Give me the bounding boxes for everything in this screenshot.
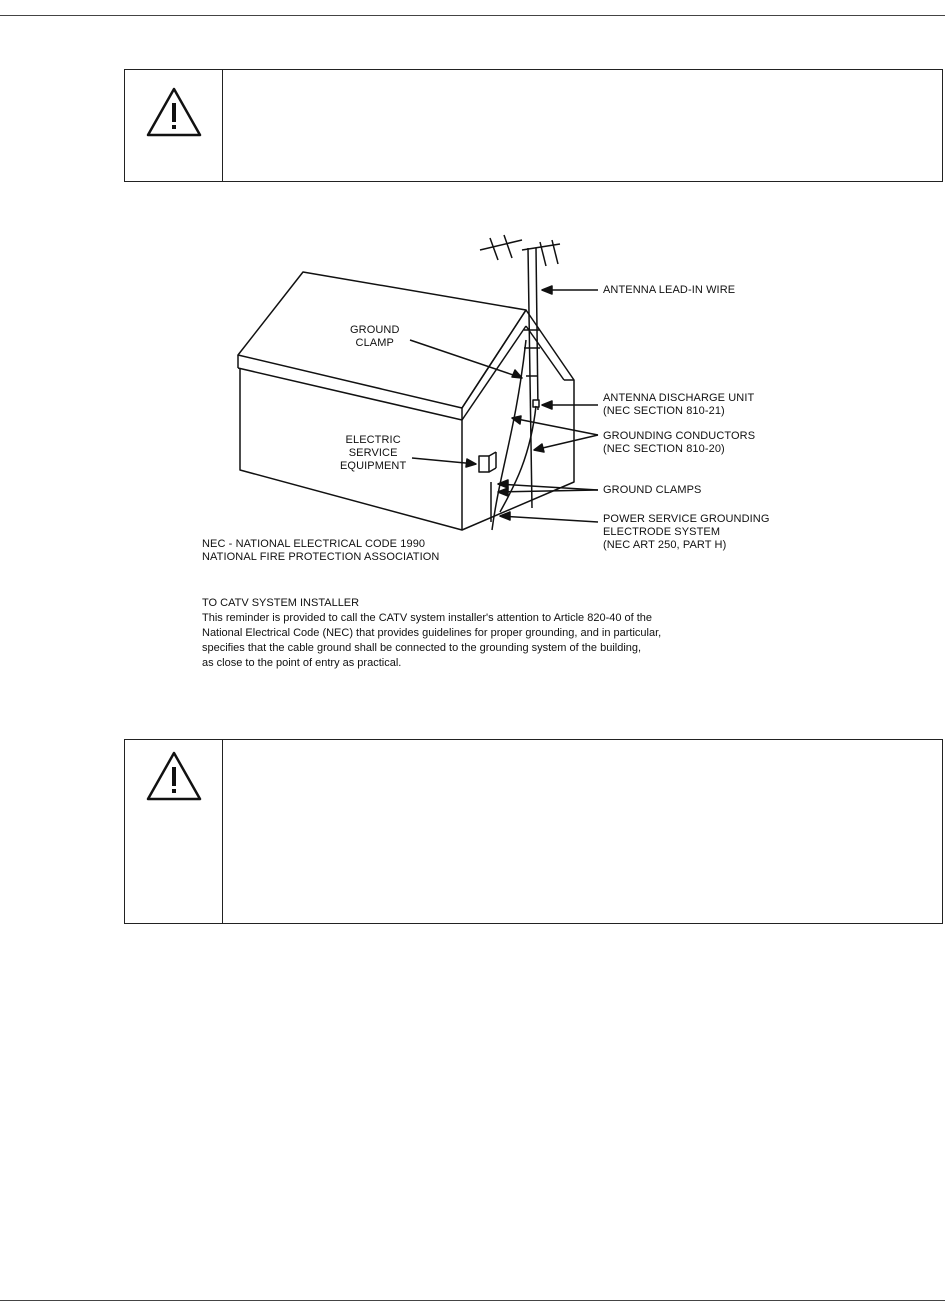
header-rule <box>0 15 945 16</box>
installer-note-line: This reminder is provided to call the CATV system installer's attention to Article 820-40 of the <box>202 612 653 624</box>
installer-note-heading: TO CATV SYSTEM INSTALLER <box>202 597 360 609</box>
label-discharge-unit: ANTENNA DISCHARGE UNIT (NEC SECTION 810-21) <box>603 392 755 417</box>
caution-box-bottom <box>124 739 943 924</box>
installer-note-line: as close to the point of entry as practical. <box>202 657 402 669</box>
label-ground-clamp: GROUND CLAMP <box>350 324 400 349</box>
warning-triangle-icon <box>145 750 203 802</box>
warning-triangle-icon <box>145 86 203 138</box>
caution-icon-cell <box>125 70 223 181</box>
label-antenna-lead-in: ANTENNA LEAD-IN WIRE <box>603 284 736 296</box>
label-grounding-conductors: GROUNDING CONDUCTORS (NEC SECTION 810-20) <box>603 430 756 455</box>
caution-text <box>223 740 942 923</box>
installer-note-line: specifies that the cable ground shall be connected to the grounding system of the building, <box>202 642 642 654</box>
label-ground-clamps: GROUND CLAMPS <box>603 484 702 496</box>
label-electric-service: ELECTRIC SERVICE EQUIPMENT <box>340 434 407 472</box>
installer-note-line: National Electrical Code (NEC) that provides guidelines for proper grounding, and in particular, <box>202 627 662 639</box>
caution-icon-cell <box>125 740 223 923</box>
label-nec-code: NEC - NATIONAL ELECTRICAL CODE 1990 NATIONAL FIRE PROTECTION ASSOCIATION <box>202 538 440 563</box>
label-power-service-grounding: POWER SERVICE GROUNDING ELECTRODE SYSTEM (NEC ART 250, PART H) <box>603 513 770 551</box>
catv-installer-note <box>202 596 661 671</box>
caution-text <box>223 70 942 181</box>
caution-box-top <box>124 69 943 182</box>
footer-rule <box>0 1300 945 1301</box>
antenna-grounding-diagram <box>200 230 800 690</box>
